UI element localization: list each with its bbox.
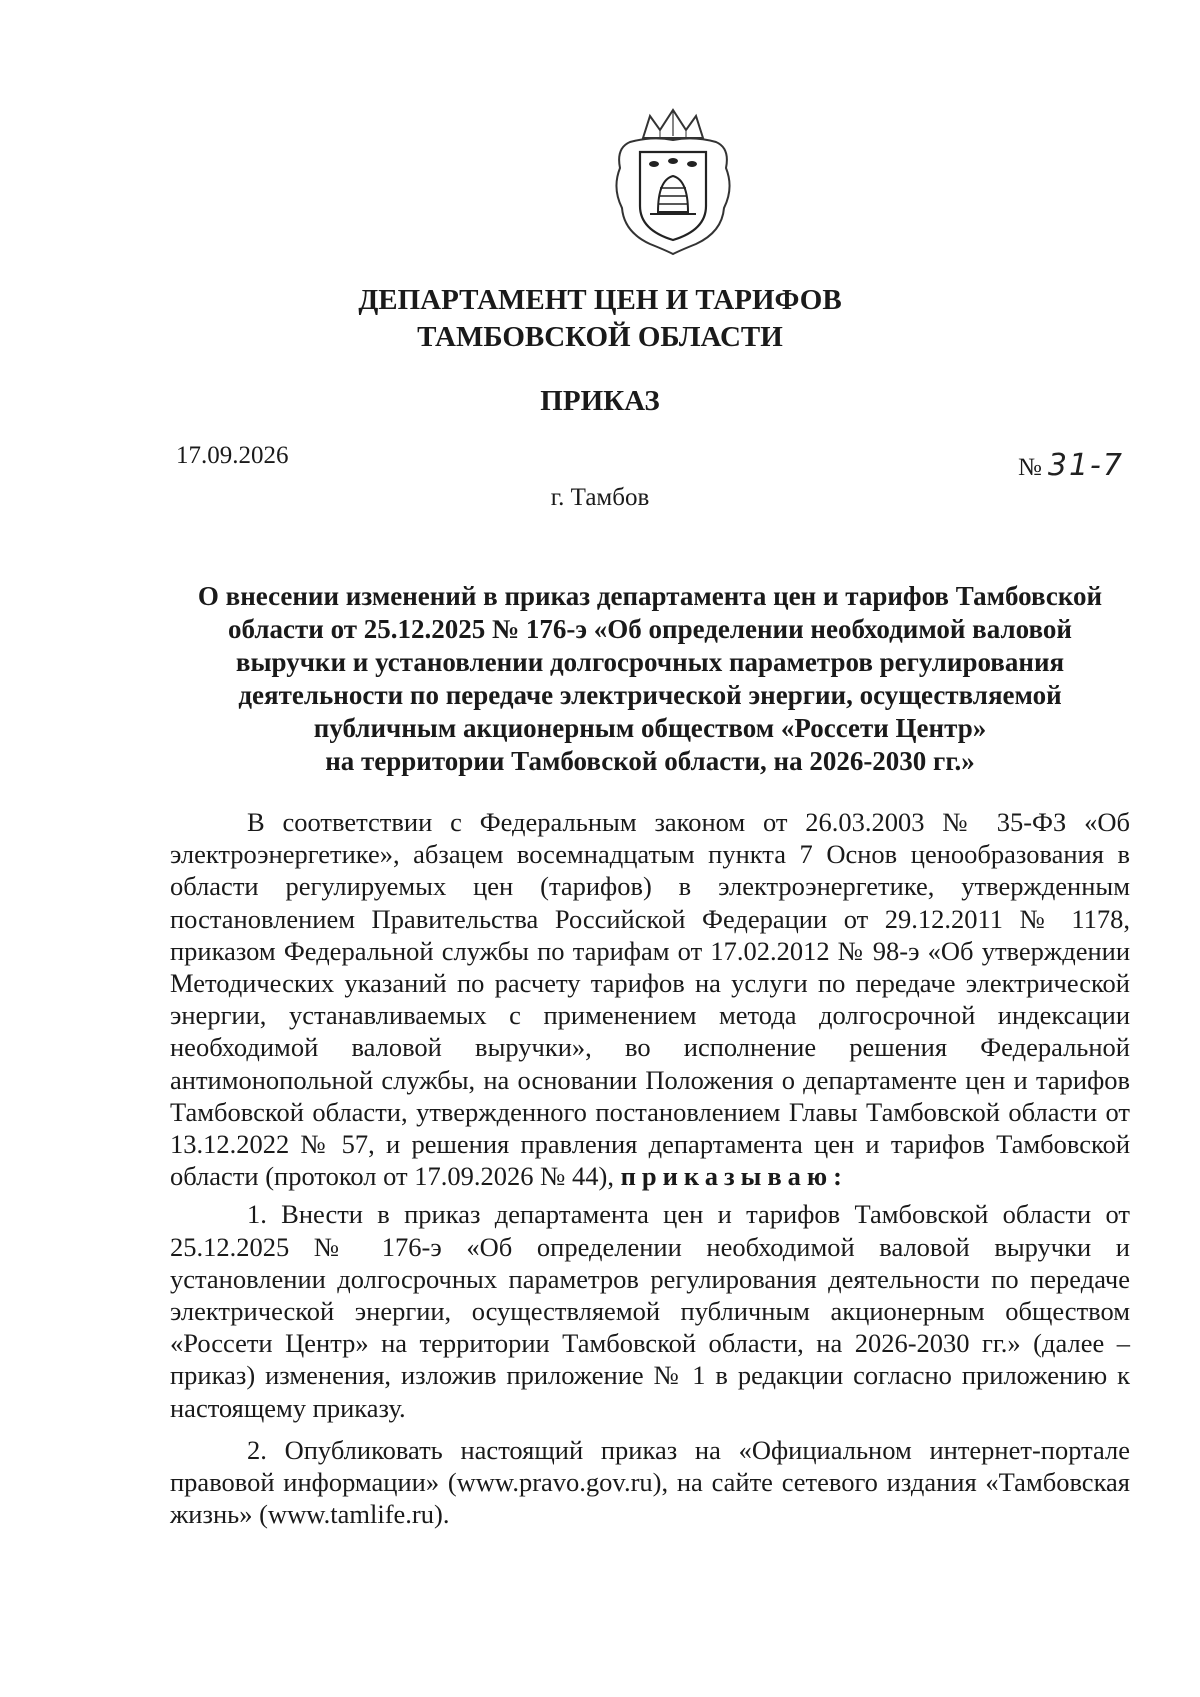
department-name [0,282,1200,356]
preamble-text: В соответствии с Федеральным законом от 26.03.2003 № 35-ФЗ «Об электроэнергетике», абзацем восемнадцатым пункта 7 Основ ценообразования в области регулируемых цен (тарифов) в электроэнергетике, утвержденным постановлением Правительства Российской Федерации от 29.12.2011 № 1178, приказом Федеральной службы по тарифам от 17.02.2012 № 98-э «Об утверждении Методических указаний по расчету тарифов на услуги по передаче электрической энергии, устанавливаемых с применением метода долгосрочной индексации необходимой валовой выручки», во исполнение решения Федеральной антимонопольной службы, на основании Положения о департаменте цен и тарифов Тамбовской области, утвержденного постановлением Главы Тамбовской области от 13.12.2022 № 57, и решения правления департамента цен и тарифов Тамбовской области (протокол от 17.09.2026 № 44), [170,807,1130,1192]
heading-line-6: на территории Тамбовской области, на 2026-2030 гг.» [325,746,975,776]
department-line-2: ТАМБОВСКОЙ ОБЛАСТИ [417,321,783,353]
preamble-paragraph [170,806,1130,1192]
order-word: приказываю: [620,1161,848,1192]
order-body [170,806,1130,1530]
department-line-1: ДЕПАРТАМЕНТ ЦЕН И ТАРИФОВ [358,284,842,316]
heading-line-4: деятельности по передаче электрической энергии, осуществляемой [238,680,1062,710]
handwritten-number: 31-7 [1047,448,1124,483]
order-date: 17.09.2026 [176,442,289,469]
heading-line-5: публичным акционерным обществом «Россети Центр» [313,713,987,743]
heading-line-2: области от 25.12.2025 № 176-э «Об определении необходимой валовой [228,614,1072,644]
city: г. Тамбов [550,484,650,511]
tambov-coat-of-arms-icon [610,108,736,256]
item-2-paragraph: 2. Опубликовать настоящий приказ на «Официальном интернет-портале правовой информации» (www.pravo.gov.ru), на сайте сетевого издания «Тамбовская жизнь» (www.tamlife.ru). [170,1434,1130,1530]
document-type: ПРИКАЗ [540,385,660,417]
order-number [1018,448,1124,483]
number-sign: № [1018,454,1042,481]
heading-line-1: О внесении изменений в приказ департамента цен и тарифов Тамбовской [197,581,1103,611]
item-1-paragraph: 1. Внести в приказ департамента цен и тарифов Тамбовской области от 25.12.2025 № 176-э «Об определении необходимой валовой выручки и установлении долгосрочных параметров регулирования деятельности по передаче электрической энергии, осуществляемой публичным акционерным обществом «Россети Центр» на территории Тамбовской области, на 2026-2030 гг.» (далее – приказ) изменения, изложив приложение № 1 в редакции согласно приложению к настоящему приказу. [170,1199,1130,1423]
order-heading [170,580,1130,778]
heading-line-3: выручки и установлении долгосрочных параметров регулирования [235,647,1065,677]
